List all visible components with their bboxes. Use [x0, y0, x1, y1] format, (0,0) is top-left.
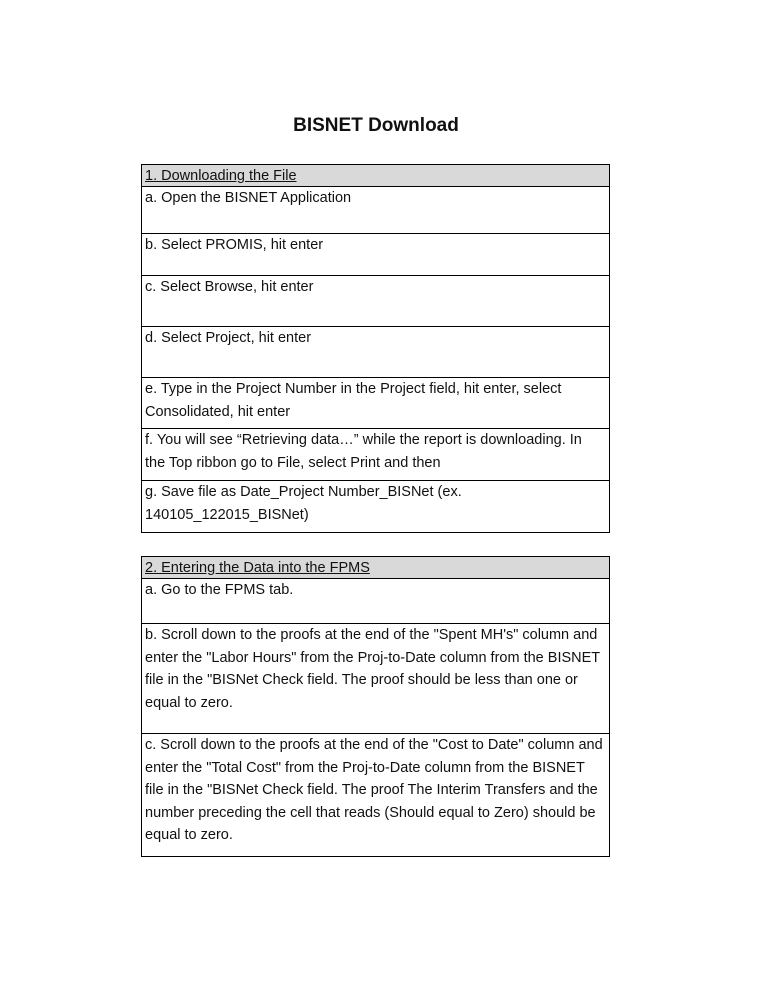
step-text: f. You will see “Retrieving data…” while the report is downloading. In the Top ribbon go to File, select Print and then [145, 432, 582, 471]
step-row [142, 234, 609, 276]
step-row [142, 579, 609, 624]
section-header: 1. Downloading the File [142, 165, 609, 187]
step-text: b. Scroll down to the proofs at the end of the "Spent MH's" column and enter the "Labor Hours" from the Proj-to-Date column from the BISNET file in the "BISNet Check field. The proof should be less than one or equal to zero. [145, 627, 600, 711]
step-text: c. Select Browse, hit enter [145, 279, 314, 295]
step-text: g. Save file as Date_Project Number_BISNet (ex. 140105_122015_BISNet) [145, 484, 462, 523]
page-title: BISNET Download [293, 115, 459, 136]
step-text: a. Open the BISNET Application [145, 190, 352, 206]
section-entering-data [141, 556, 610, 857]
step-text: d. Select Project, hit enter [145, 330, 312, 346]
step-text: e. Type in the Project Number in the Project field, hit enter, select Consolidated, hit enter [145, 381, 562, 420]
section-downloading-file [141, 164, 610, 533]
step-row [142, 734, 609, 856]
step-row [142, 327, 609, 378]
section-header: 2. Entering the Data into the FPMS [142, 557, 609, 579]
step-row [142, 187, 609, 234]
step-text: a. Go to the FPMS tab. [145, 582, 294, 598]
step-row [142, 481, 609, 532]
step-row [142, 624, 609, 734]
step-text: b. Select PROMIS, hit enter [145, 237, 324, 253]
step-text: c. Scroll down to the proofs at the end of the "Cost to Date" column and enter the "Total Cost" from the Proj-to-Date column from the BISNET file in the "BISNet Check field. The proof The Interim Transfers and the number preceding the cell that reads (Should equal to Zero) should be equal to zero. [145, 737, 603, 843]
step-row [142, 429, 609, 481]
step-row [142, 378, 609, 429]
step-row [142, 276, 609, 327]
